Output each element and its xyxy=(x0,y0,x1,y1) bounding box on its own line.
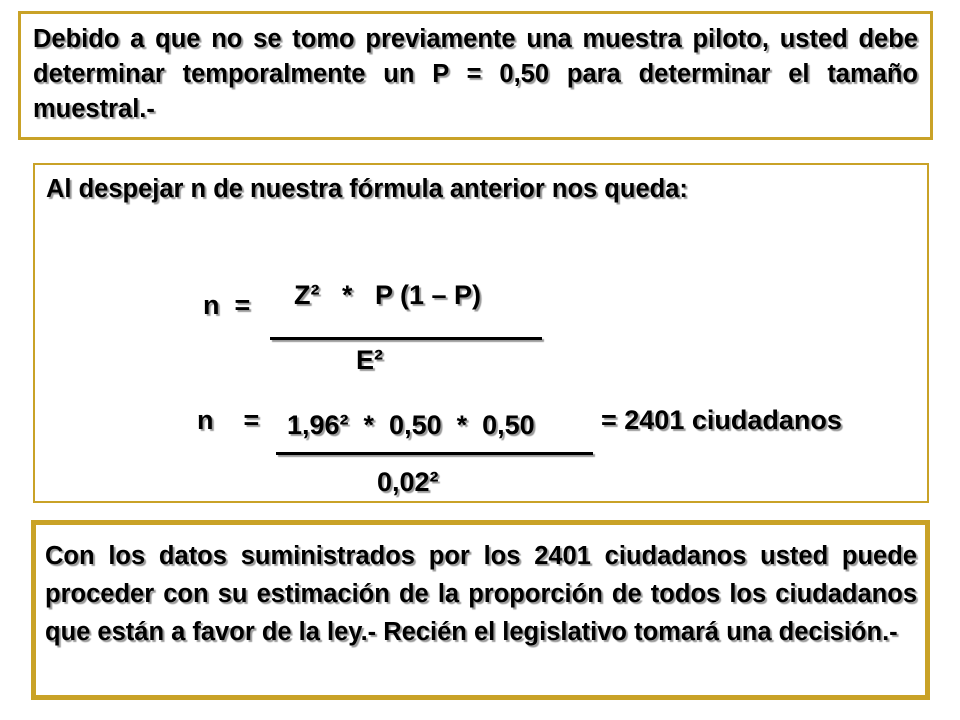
conclusion-text-box xyxy=(31,520,930,700)
calculation-fraction-bar xyxy=(276,452,593,455)
formula-lhs: n = xyxy=(203,290,251,320)
intro-text-box xyxy=(18,11,933,140)
formula-fraction-bar xyxy=(270,337,542,340)
formula-box xyxy=(33,163,929,503)
intro-paragraph: Debido a que no se tomo previamente una muestra piloto, usted debe determinar temporalmente un P = 0,50 para determinar el tamaño muestral.- xyxy=(33,25,918,123)
formula-numerator: Z² * P (1 – P) xyxy=(294,280,482,310)
conclusion-paragraph: Con los datos suministrados por los 2401 ciudadanos usted puede proceder con su estimación de la proporción de todos los ciudadanos que están a favor de la ley.- Recién el legislativo tomará una decisión.- xyxy=(45,542,917,646)
formula-heading: Al despejar n de nuestra fórmula anterior nos queda: xyxy=(46,175,688,203)
calculation-denominator: 0,02² xyxy=(377,467,439,497)
formula-denominator: E² xyxy=(356,345,383,375)
calculation-numerator: 1,96² * 0,50 * 0,50 xyxy=(287,410,535,440)
calculation-result: = 2401 ciudadanos xyxy=(601,405,842,435)
calculation-lhs: n = xyxy=(197,405,260,435)
